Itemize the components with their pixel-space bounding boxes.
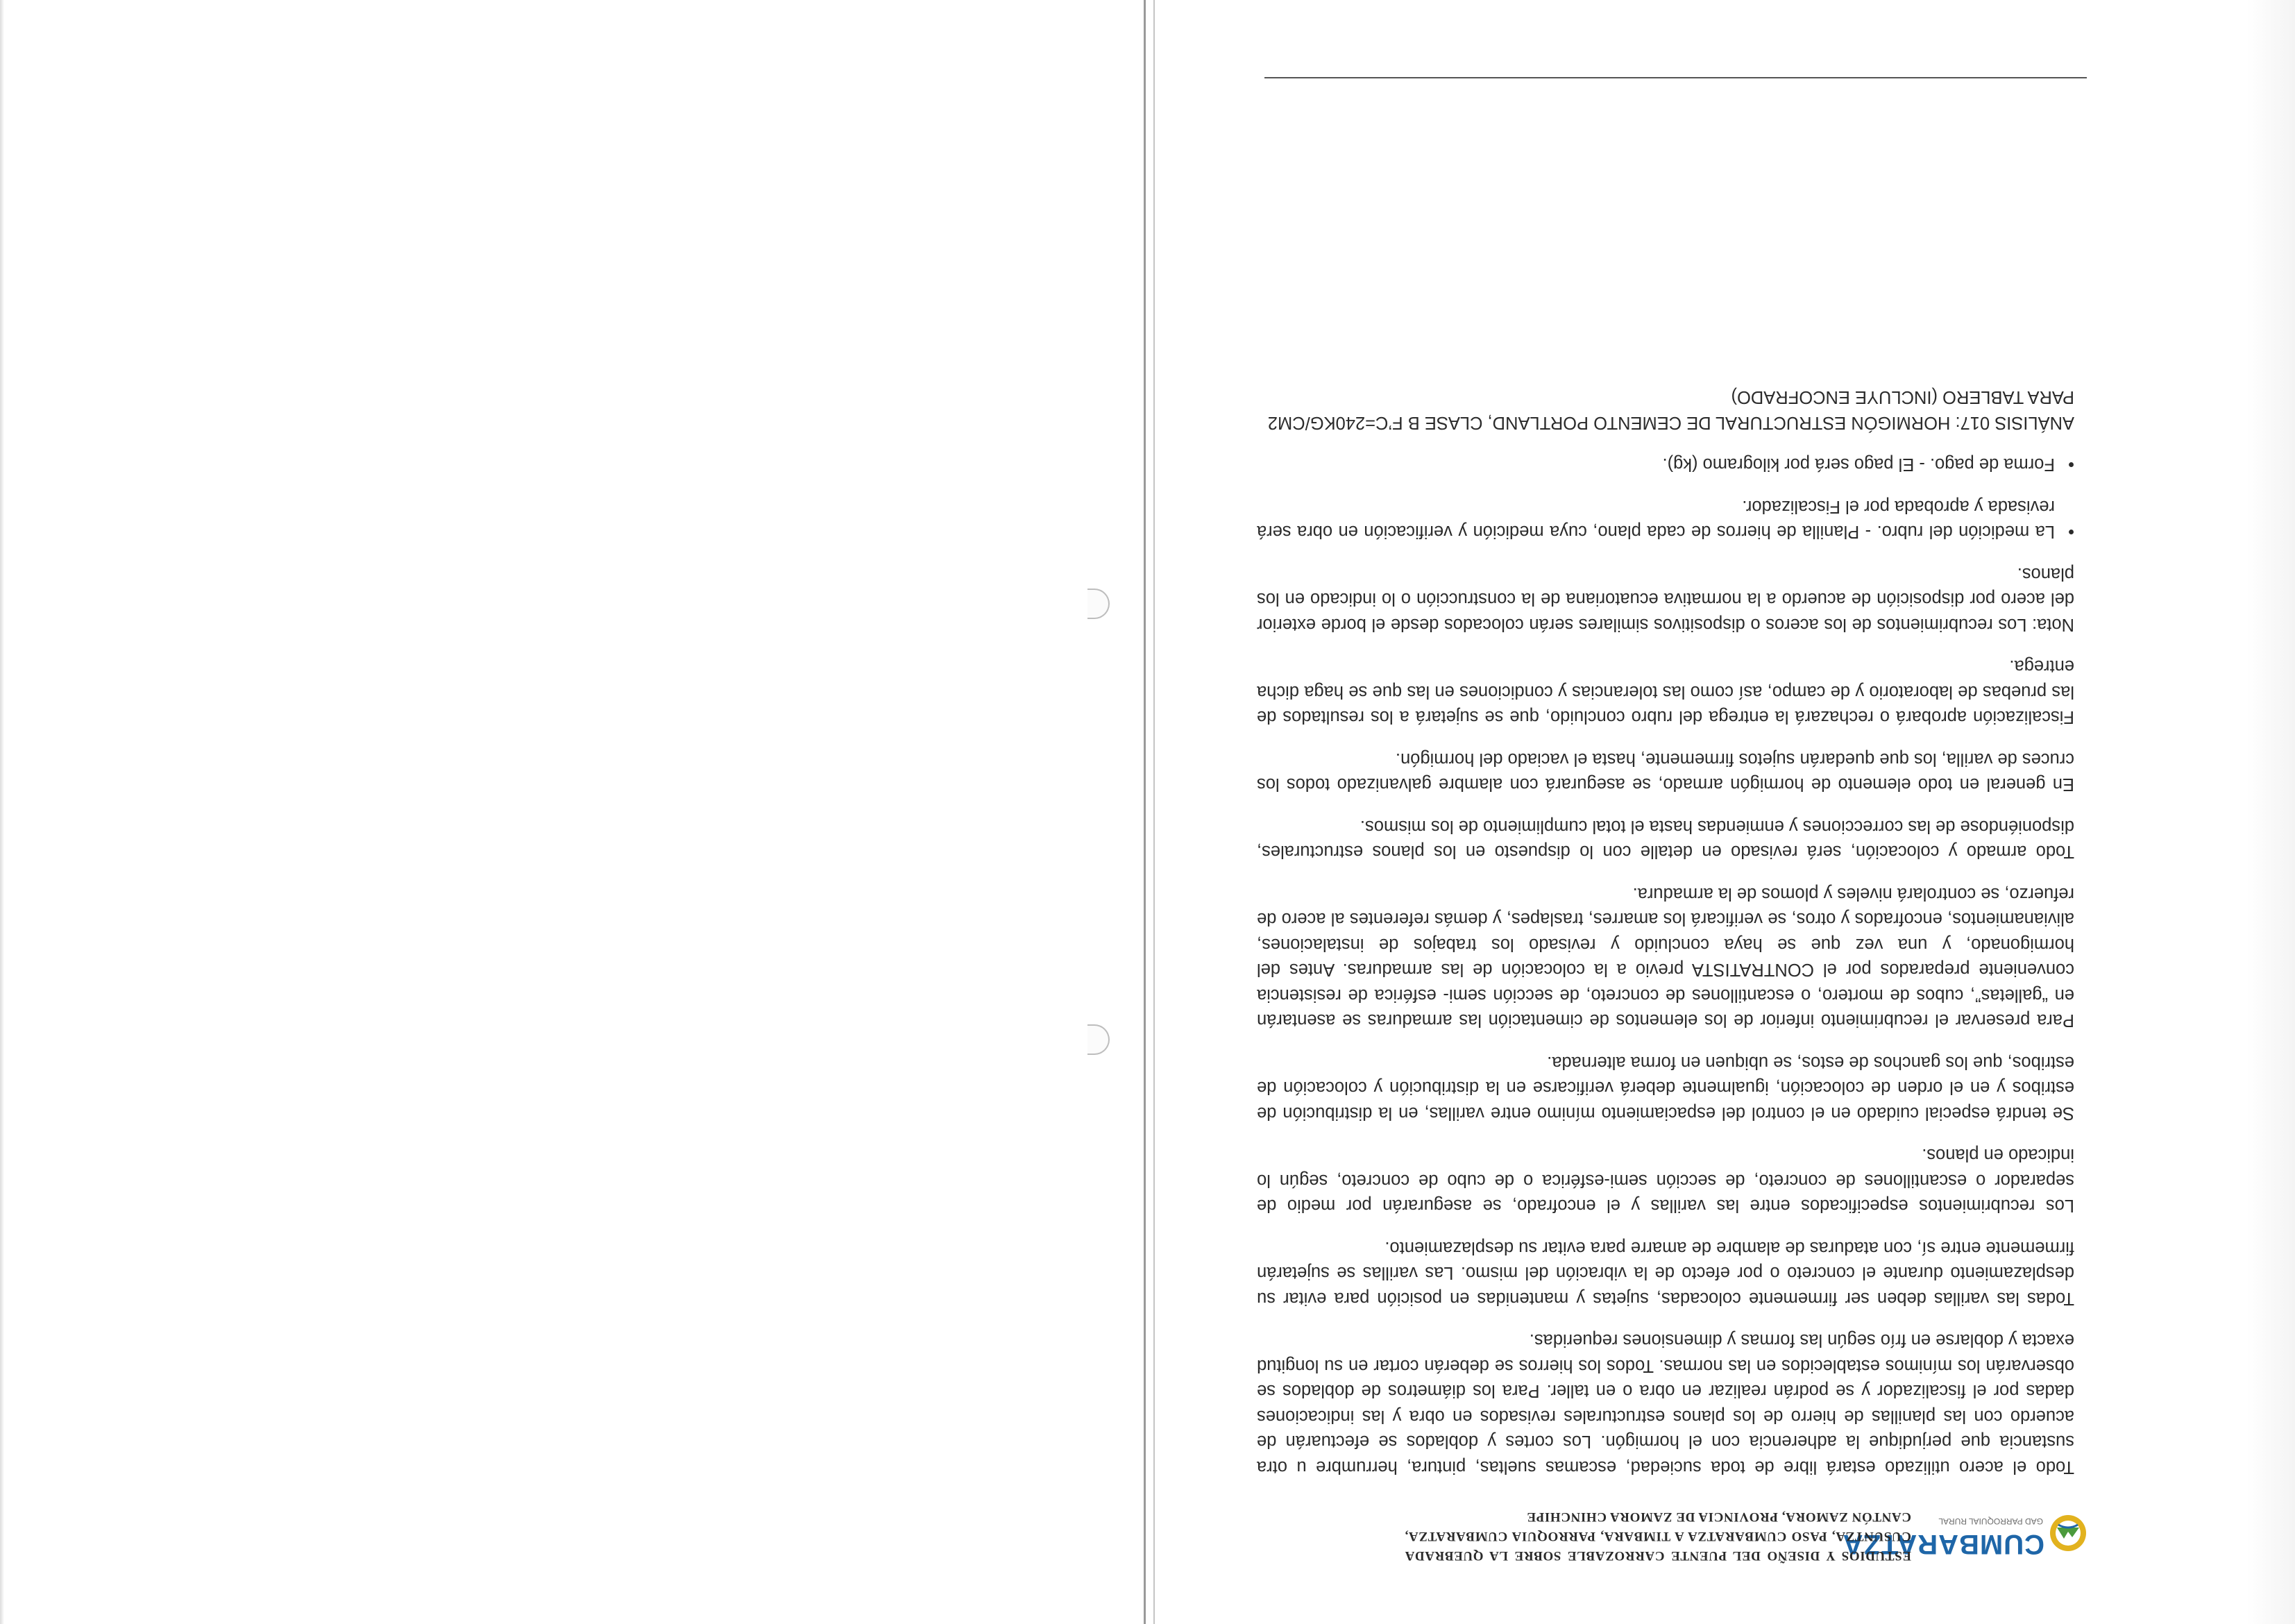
bullet-item: • La medición del rubro. - Planilla de hierros de cada plano, cuya medición y verificación en obra será revisada y aprobada por el Fiscalizador. xyxy=(1257,494,2074,545)
paragraph: Se tendrá especial cuidado en el control del espaciamiento mínimo entre varillas, en la distribución de estribos y en el orden de colocación, igualmente deberá verificarse en la distribución y colocación de estribos, que los ganchos de estos, se ubiquen en forma alternada. xyxy=(1257,1053,2074,1123)
paragraph: Todas las varillas deben ser firmemente colocadas, sujetas y mantenidas en posición para evitar su desplazamiento durante el concreto o por efecto de la vibración del mismo. Las varillas se sujetarán firmemente entre sí, con ataduras de alambre de amarre para evitar su desplazamiento. xyxy=(1257,1238,2074,1308)
sun-logo-icon xyxy=(2046,1511,2090,1555)
paragraph: Todo el acero utilizado estará libre de toda suciedad, escamas sueltas, pintura, herrumbre u otra sustancia que perjudique la adherencia con el hormigón. Los cortes y doblados se efectuarán de acuerdo con las planillas de hierro de los planos estructurales revisados en obra y las indicaciones dadas por el fiscalizador y se podrán realizar en obra o en taller. Para los diámetros de doblados se observarán los mínimos establecidos en las normas. Todos los hierros se deberán cortar en su longitud exacta y doblarse en frío según las formas y dimensiones requeridas. xyxy=(1257,1330,2074,1477)
paragraph: Fiscalización aprobará o rechazará la entrega del rubro concluido, que se sujetará a los resultados de las pruebas de laboratorio y de campo, así como las tolerancias y condiciones en las que se haga dicha entrega. xyxy=(1257,657,2074,727)
analysis-heading: ANÁLISIS 017: HORMIGÓN ESTRUCTURAL DE CEMENTO PORTLAND, CLASE B F’C=240KG/CM2 PARA TABLERO (INCLUYE ENCOFRADO) xyxy=(1267,387,2074,432)
document-page-upside-down xyxy=(1155,0,2295,1624)
left-edge-shadow xyxy=(0,0,4,1624)
paragraph: Todo armado y colocación, será revisado en detalle con lo dispuesto en los planos estructurales, disponiéndose de las correcciones y enmiendas hasta el total cumplimiento de los mismos. xyxy=(1257,817,2074,862)
document-body xyxy=(1257,368,2074,1480)
bullet-list xyxy=(1257,452,2074,545)
project-title: ESTUDIOS Y DISEÑO DEL PUENTE CARROZABLE SOBRE LA QUEBRADA CUSUNTZA, PASO CUMBARATZA A TIMBARA, PARROQUIA CUMBARATZA, CANTÓN ZAMORA, PROVINCIA DE ZAMORA CHINCHIPE xyxy=(1405,1509,1911,1563)
footer-rule xyxy=(1264,77,2087,78)
cumbaratza-logo xyxy=(1842,1489,2090,1565)
paragraph: Para preservar el recubrimiento inferior de los elementos de cimentación las armaduras se asentarán en “galletas”, cubos de mortero, o escantillones de concreto, de sección semi- esférica de resistencia conveniente preparados por el CONTRATISTA previo a la colocación de las armaduras. Antes del hormigonado, y una vez que se haya concluido y revisado los trabajos de instalaciones, alivianamientos, encofrados y otros, se verificará los amarres, traslapes, y demás referentes al acero de refuerzo, se controlará niveles y plomos de la armadura. xyxy=(1257,884,2074,1031)
blank-left-page xyxy=(0,0,1145,1624)
paragraph: En general en todo elemento de hormigón armado, se asegurará con alambre galvanizado todos los cruces de varilla, los que quedarán sujetos firmemente, hasta el vaciado del hormigón. xyxy=(1257,750,2074,795)
bullet-item: • Forma de pago. - El pago será por kilogramo (kg). xyxy=(1257,452,2074,477)
paragraph: Los recubrimientos especificados entre las varillas y el encofrado, se asegurarán por medio de separador o escantillones de concreto, de sección semi-esférica o de cubo de concreto, según lo indicado en planos. xyxy=(1257,1145,2074,1216)
logo-wordmark: CUMBARATZA xyxy=(1842,1529,2044,1559)
paragraph: Nota: Los recubrimientos de los aceros o dispositivos similares serán colocados desde el borde exterior del acero por disposición de acuerdo a la normativa ecuatoriana de la construcción o lo indicado en los planos. xyxy=(1257,564,2074,634)
page-shadow xyxy=(2246,0,2295,1624)
page-fold-line xyxy=(1144,0,1146,1624)
logo-subtitle: GAD PARROQUIAL RURAL xyxy=(1938,1516,2043,1526)
page-header xyxy=(1396,1489,2090,1565)
